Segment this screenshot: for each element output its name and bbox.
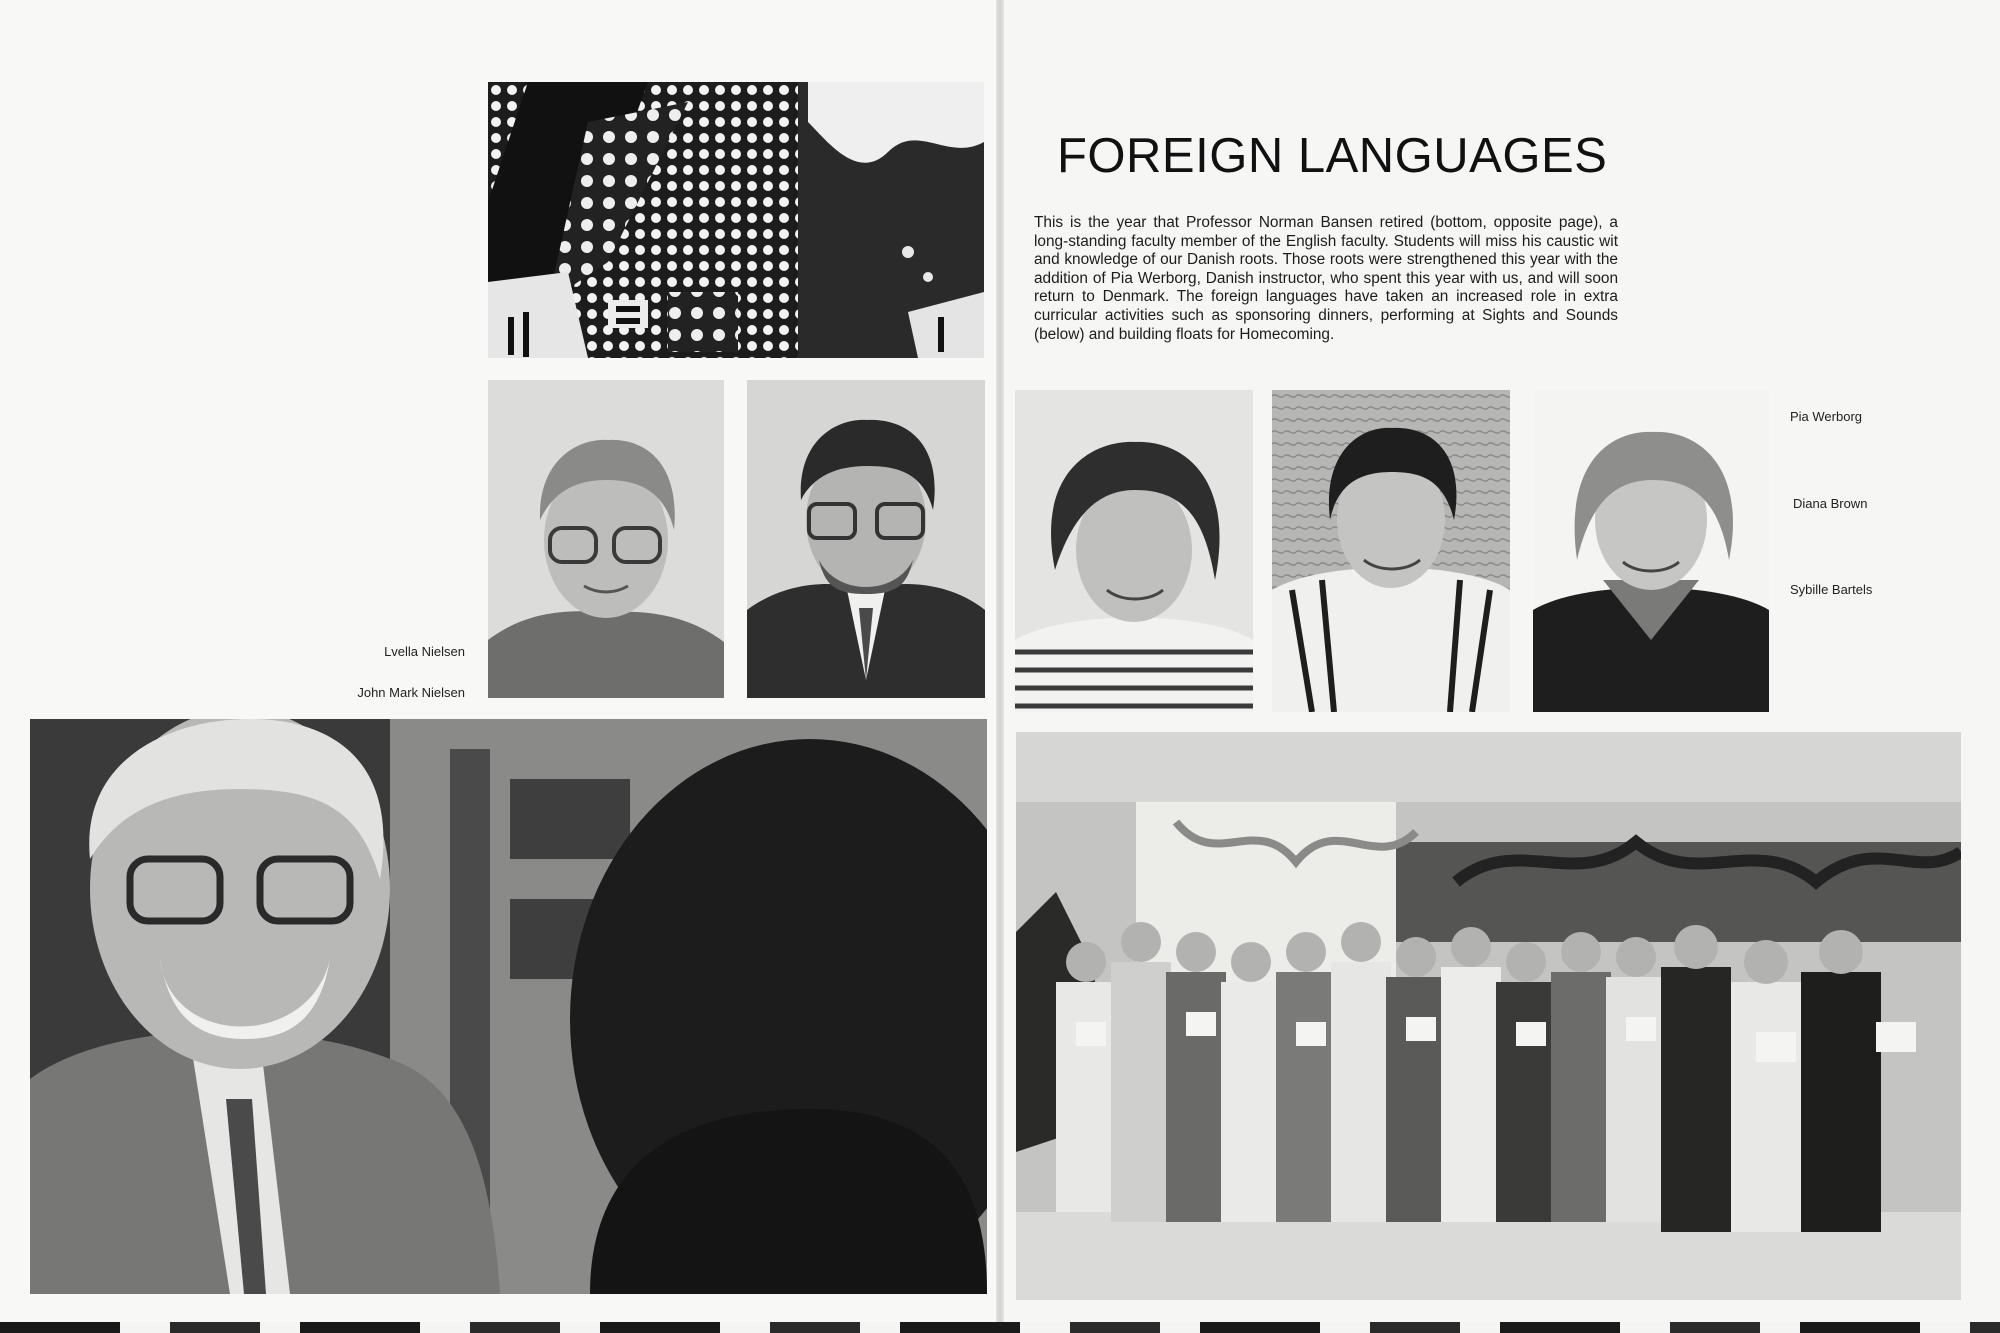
page-gutter	[996, 0, 1004, 1333]
caption-pia-werborg: Pia Werborg	[1790, 409, 1863, 424]
photo-professor-norman-bansen	[30, 719, 987, 1294]
portrait-diana-brown	[1272, 390, 1510, 712]
caption-lvella-nielsen: Lvella Nielsen	[384, 644, 465, 659]
page-bottom-edge	[0, 1322, 2000, 1333]
abstract-halftone-graphic	[488, 82, 984, 358]
portrait-woman-glasses	[488, 380, 724, 698]
photo-sights-and-sounds-choir	[1016, 732, 1961, 1300]
portrait-man-glasses	[747, 380, 985, 698]
portrait-pia-werborg	[1015, 390, 1253, 712]
caption-john-mark-nielsen: John Mark Nielsen	[357, 685, 465, 700]
article-body: This is the year that Professor Norman Bansen retired (bottom, opposite page), a long-standing faculty member of the English faculty. Students will miss his caustic wit and knowledge of our Danish roots. Those roots were strengthened this year with the addition of Pia Werborg, Danish instructor, who spent this year with us, and will soon return to Denmark. The foreign languages have taken an increased role in extra curricular activities such as sponsoring dinners, performing at Sights and Sounds (below) and building floats for Homecoming.	[1034, 214, 1618, 343]
portrait-sybille-bartels	[1533, 390, 1769, 712]
caption-diana-brown: Diana Brown	[1793, 496, 1868, 511]
page-title: FOREIGN LANGUAGES	[1057, 129, 1608, 183]
caption-sybille-bartels: Sybille Bartels	[1790, 582, 1873, 597]
